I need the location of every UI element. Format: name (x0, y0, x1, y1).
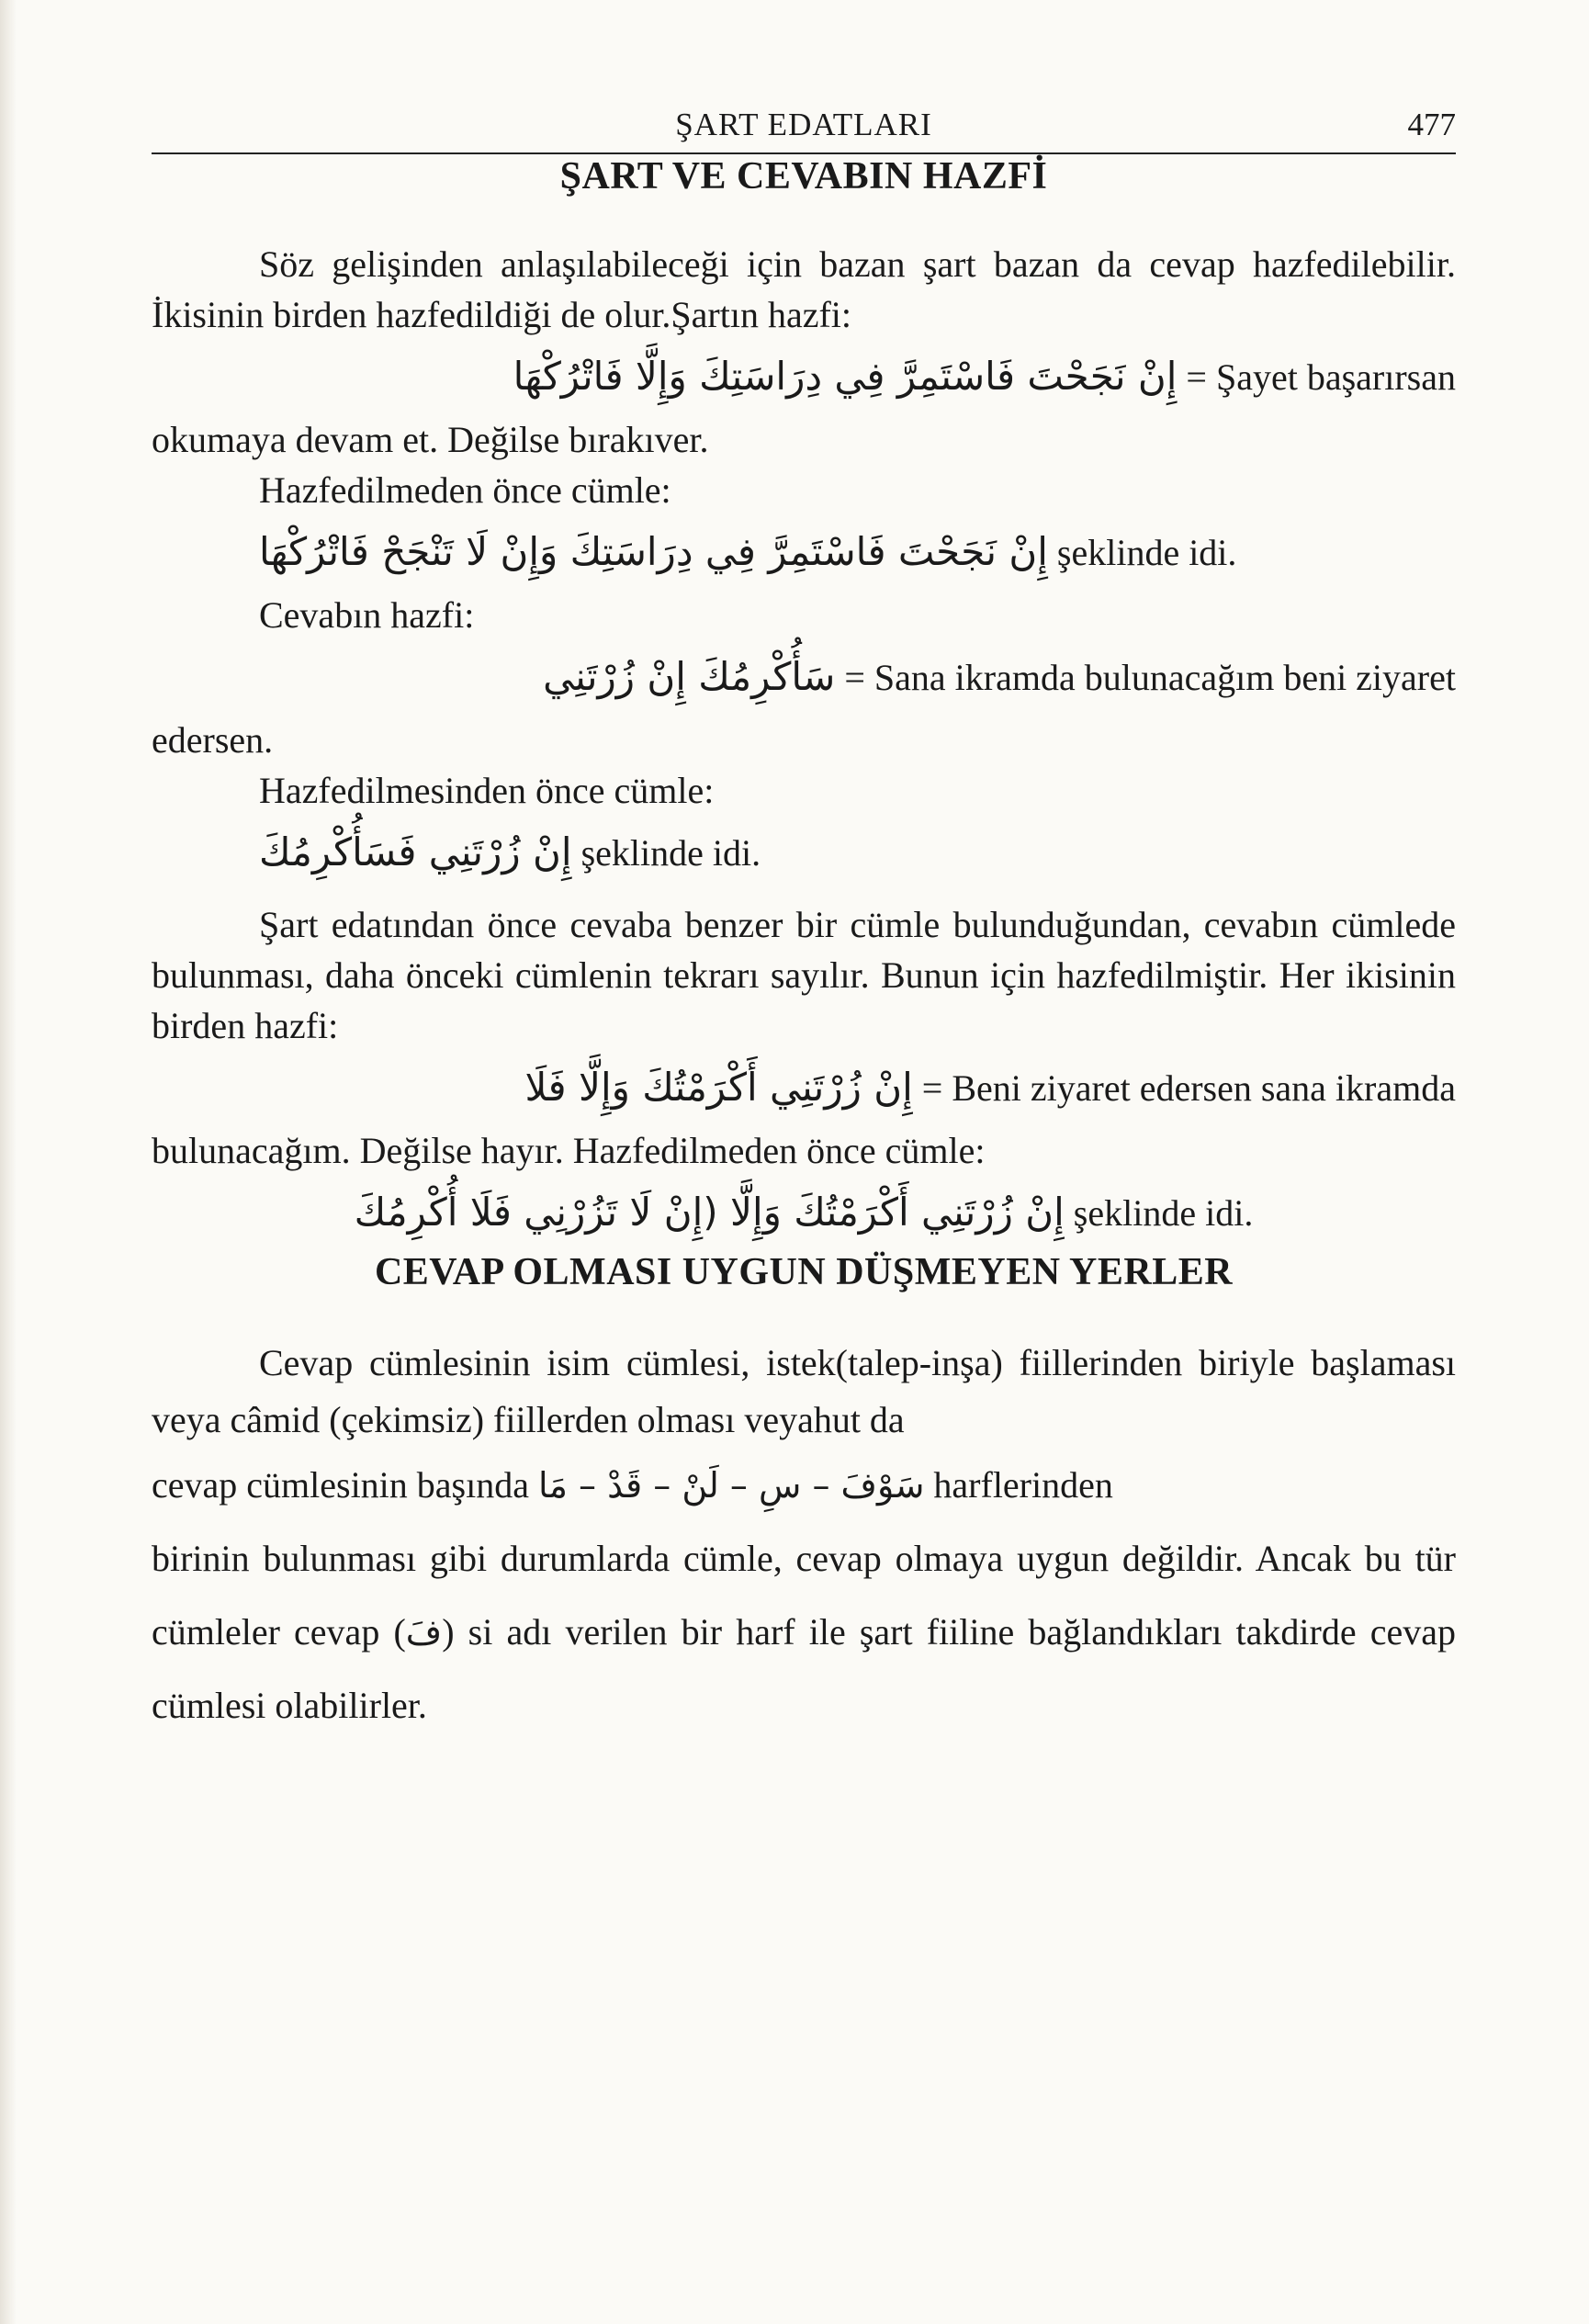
example-2-full-line (152, 816, 1456, 890)
example-1-full-suffix: şeklinde idi. (1056, 532, 1237, 573)
section-2-line-2-suffix: harflerinden (933, 1464, 1113, 1506)
running-header (152, 101, 1456, 154)
example-1-full-arabic: إِنْ نَجَحْتَ فَاسْتَمِرَّ فِي دِرَاسَتِكَ وَإِنْ لَا تَنْجَحْ فَاتْرُكْهَا (259, 529, 1048, 574)
particles-arabic: سَوْفَ – سِ – لَنْ – قَدْ – مَا (537, 1465, 925, 1506)
running-title: ŞART EDATLARI (675, 107, 932, 142)
example-3-line (152, 1051, 1456, 1125)
section-heading-sart-ve-cevabin-hazfi: ŞART VE CEVABIN HAZFİ (559, 155, 1048, 197)
answer-deletion-label: Cevabın hazfi: (259, 594, 475, 636)
example-1-translation: = Şayet başarırsan (1186, 356, 1456, 398)
example-2-full-suffix: şeklinde idi. (580, 832, 761, 874)
example-2-full-arabic: إِنْ زُرْتَنِي فَسَأُكْرِمُكَ (259, 829, 572, 874)
section-2-line-1: Cevap cümlesinin isim cümlesi, istek(talep-inşa) fiillerinden biriyle başlaması veya câmid (çekimsiz) fiillerden olması veyahut da (152, 1342, 1456, 1440)
example-3-continuation: bulunacağım. Değilse hayır. Hazfedilmeden önce cümle: (152, 1130, 986, 1171)
example-3-full-suffix: şeklinde idi. (1073, 1192, 1254, 1234)
example-1-continuation: okumaya devam et. Değilse bırakıver. (152, 419, 709, 460)
section-2-line-2-prefix: cevap cümlesinin başında (152, 1464, 529, 1506)
example-3-full-arabic: إِنْ زُرْتَنِي أَكْرَمْتُكَ وَإِلَّا (إِنْ لَا تَزُرْنِي فَلَا أُكْرِمُكَ (354, 1190, 1065, 1235)
example-3-translation: = Beni ziyaret edersen sana ikramda (921, 1067, 1456, 1109)
intro-paragraph: Söz gelişinden anlaşılabileceği için bazan şart bazan da cevap hazfedilebilir. İkisinin birden hazfedildiği de olur.Şartın hazfi: (152, 243, 1456, 335)
example-2-translation: = Sana ikramda bulunacağım beni ziyaret (844, 657, 1456, 698)
example-1-line (152, 340, 1456, 414)
before-deletion-label-1: Hazfedilmeden önce cümle: (259, 469, 671, 511)
example-2-arabic: سَأُكْرِمُكَ إِنْ زُرْتَنِي (543, 654, 836, 699)
example-2-continuation: edersen. (152, 719, 274, 761)
page-gutter-shadow (0, 0, 17, 2324)
section-2-line-3-prefix: birinin bulunması gibi durumlarda cümle, cevap olmaya uygun değildir. Ancak bu tür cümleler cevap ( (152, 1538, 1456, 1653)
fa-arabic: فَ (405, 1612, 443, 1653)
section-2-line-3-suffix: ) si adı verilen bir harf ile şart fiiline bağlandıkları takdirde cevap cümlesi olabilirler. (152, 1611, 1456, 1726)
example-1-full-line (152, 515, 1456, 590)
example-2-line (152, 640, 1456, 715)
section-2-body (152, 1335, 1456, 1743)
section-2-line-3 (152, 1522, 1456, 1743)
example-1-arabic: إِنْ نَجَحْتَ فَاسْتَمِرَّ فِي دِرَاسَتِكَ وَإِلَّا فَاتْرُكْهَا (513, 354, 1178, 399)
book-page (152, 101, 1456, 1743)
section-2-line-2 (152, 1449, 1456, 1522)
explanation-paragraph: Şart edatından önce cevaba benzer bir cümle bulunduğundan, cevabın cümlede bulunması, daha önceki cümlenin tekrarı sayılır. Bunun için hazfedilmiştir. Her ikisinin birden hazfi: (152, 904, 1456, 1046)
before-deletion-label-2: Hazfedilmesinden önce cümle: (259, 770, 715, 811)
example-3-full-line (152, 1176, 1456, 1250)
section-heading-cevap-olmasi: CEVAP OLMASI UYGUN DÜŞMEYEN YERLER (374, 1251, 1234, 1293)
example-3-arabic: إِنْ زُرْتَنِي أَكْرَمْتُكَ وَإِلَّا فَلَا (524, 1065, 913, 1110)
page-number: 477 (1407, 107, 1456, 142)
